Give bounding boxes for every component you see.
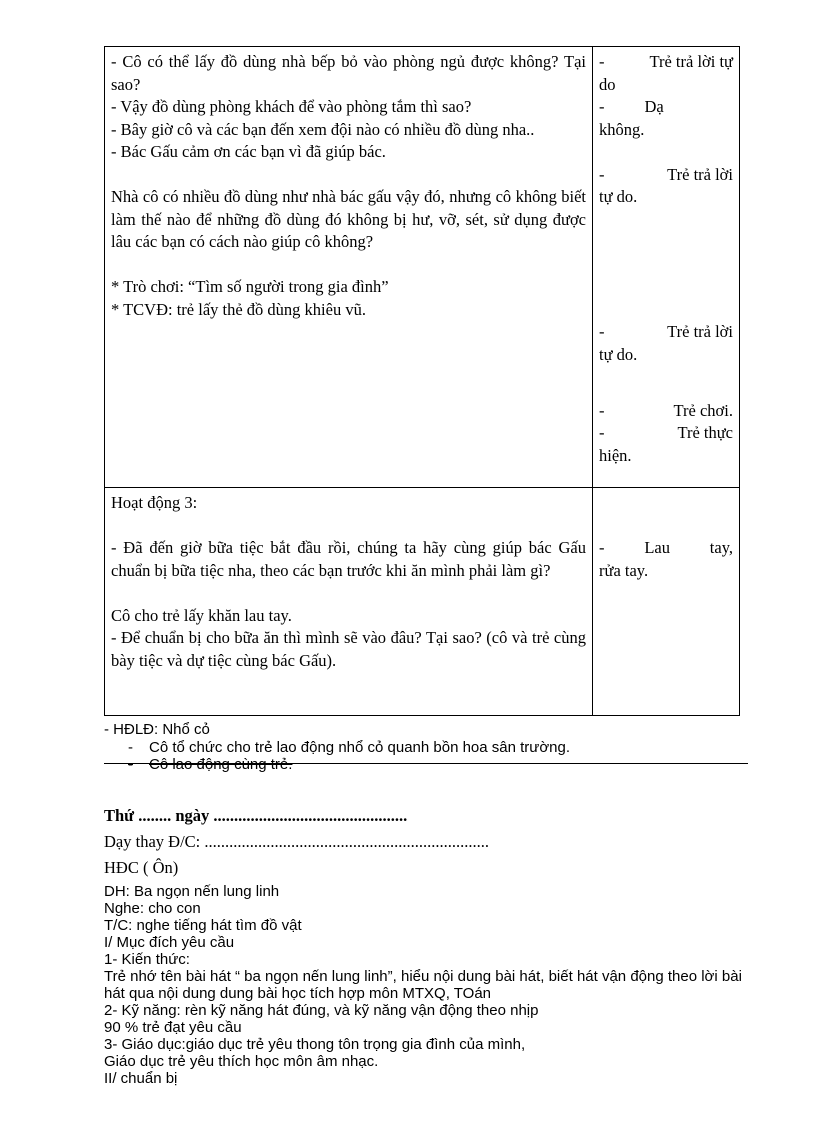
paragraph: - Cô có thể lấy đồ dùng nhà bếp bỏ vào phòng ngủ được không? Tại sao? <box>111 52 586 94</box>
substitute-teacher-line: Dạy thay Đ/C: ..................................................................... <box>104 832 489 851</box>
response-text: tự do. <box>599 187 638 206</box>
plan-line: I/ Mục đích yêu cầu <box>104 934 235 951</box>
plan-line: 90 % trẻ đạt yêu cầu <box>104 1019 242 1036</box>
dash: - <box>599 52 605 71</box>
teacher-activity-cell <box>105 488 593 716</box>
paragraph: - Để chuẩn bị cho bữa ăn thì mình sẽ vào đâu? Tại sao? (cô và trẻ cùng bày tiệc và dự tiệc cùng bác Gấu). <box>111 628 586 670</box>
response-line <box>599 164 733 187</box>
blank-line <box>599 366 733 389</box>
response-text: Trẻ thực <box>677 423 733 442</box>
plan-line: T/C: nghe tiếng hát tìm đồ vật <box>104 917 302 934</box>
hdc-heading: HĐC ( Ôn) <box>104 858 179 877</box>
plan-line: Nghe: cho con <box>104 900 201 917</box>
list-item <box>128 739 570 756</box>
paragraph: Cô cho trẻ lấy khăn lau tay. <box>111 605 292 625</box>
dash: - <box>599 97 605 116</box>
child-activity-cell <box>593 47 740 488</box>
paragraph: * TCVĐ: trẻ lấy thẻ đồ dùng khiêu vũ. <box>111 299 366 319</box>
blank-line <box>599 276 733 299</box>
response-line <box>599 422 733 445</box>
dash: - <box>128 739 133 756</box>
response-text: Trẻ trả lời <box>667 322 733 341</box>
response-text: hiện. <box>599 445 632 465</box>
blank-line <box>599 141 733 164</box>
paragraph: - Đã đến giờ bữa tiệc bắt đầu rồi, chúng ta hãy cùng giúp bác Gấu chuẩn bị bữa tiệc nha, theo các bạn trước khi ăn mình phải làm gì? <box>111 538 586 580</box>
dash: - <box>599 322 605 341</box>
list-item-text: Cô tổ chức cho trẻ lao động nhổ cỏ quanh bồn hoa sân trường. <box>149 739 571 756</box>
paragraph: * Trò chơi: “Tìm số người trong gia đình” <box>111 277 389 296</box>
activity-table <box>104 46 740 716</box>
blank-line <box>599 515 733 538</box>
blank-line <box>111 164 586 187</box>
blank-line <box>111 515 586 538</box>
response-text: không. <box>599 119 645 139</box>
blank-line <box>111 254 586 277</box>
response-line <box>599 537 733 560</box>
dash: - <box>599 400 605 420</box>
response-text: tay, <box>709 538 733 557</box>
activity-heading: Hoạt động 3: <box>111 493 198 512</box>
dash: - <box>599 423 605 442</box>
dash: - <box>599 164 605 184</box>
response-text: Trẻ trả lời <box>667 164 733 184</box>
paragraph: - Bây giờ cô và các bạn đến xem đội nào có nhiều đồ dùng nha.. <box>111 119 535 139</box>
response-line <box>599 96 733 119</box>
plan-line: 3- Giáo dục:giáo dục trẻ yêu thong tôn trọng gia đình của mình, <box>104 1036 526 1053</box>
plan-line: Trẻ nhớ tên bài hát “ ba ngọn nến lung linh”, hiểu nội dung bài hát, biết hát vận động theo lời bài hát qua nội dung dung bài học tích hợp môn MTXQ, TOán <box>104 968 742 1002</box>
plan-line: 2- Kỹ năng: rèn kỹ năng hát đúng, và kỹ năng vận động theo nhịp <box>104 1002 539 1019</box>
response-text: tự do. <box>599 344 638 364</box>
response-line <box>599 321 733 344</box>
teacher-activity-cell <box>105 47 593 488</box>
blank-line <box>111 582 586 605</box>
plan-line: Giáo dục trẻ yêu thích học môn âm nhạc. <box>104 1053 379 1070</box>
plan-line: II/ chuẩn bị <box>104 1070 178 1087</box>
blank-line <box>599 299 733 322</box>
table-row <box>105 488 740 716</box>
response-text: Dạ <box>644 97 664 116</box>
child-activity-cell <box>593 488 740 716</box>
paragraph: Nhà cô có nhiều đồ dùng như nhà bác gấu vậy đó, nhưng cô không biết làm thế nào để những đồ dùng đó không bị hư, vỡ, sét, sử dụng được lâu các bạn có cách nào giúp cô không? <box>111 187 586 251</box>
blank-line <box>599 492 733 515</box>
response-text: rửa tay. <box>599 560 649 580</box>
list-item-text: Cô lao động cùng trẻ. <box>149 756 293 773</box>
response-text: Trẻ chơi. <box>673 400 733 420</box>
dash: - <box>599 538 605 557</box>
plan-line: DH: Ba ngọn nến lung linh <box>104 883 280 900</box>
list-item <box>128 756 292 773</box>
response-line <box>599 400 733 423</box>
blank-line <box>599 209 733 232</box>
plan-line: 1- Kiến thức: <box>104 951 190 968</box>
response-line <box>599 51 733 74</box>
dash: - <box>128 756 133 773</box>
response-text: Lau <box>644 538 670 557</box>
table-row <box>105 47 740 488</box>
labor-activity-title: - HĐLĐ: Nhổ cỏ <box>104 721 210 738</box>
lesson-plan <box>104 883 744 1087</box>
paragraph: - Vậy đồ dùng phòng khách để vào phòng tắm thì sao? <box>111 97 472 116</box>
blank-line <box>599 231 733 254</box>
blank-line <box>599 254 733 277</box>
response-text: do <box>599 74 616 94</box>
paragraph: - Bác Gấu cảm ơn các bạn vì đã giúp bác. <box>111 142 386 161</box>
response-text: Trẻ trả lời tự <box>649 52 733 71</box>
day-heading: Thứ ........ ngày ............................................... <box>104 806 408 825</box>
blank-line <box>599 389 733 400</box>
